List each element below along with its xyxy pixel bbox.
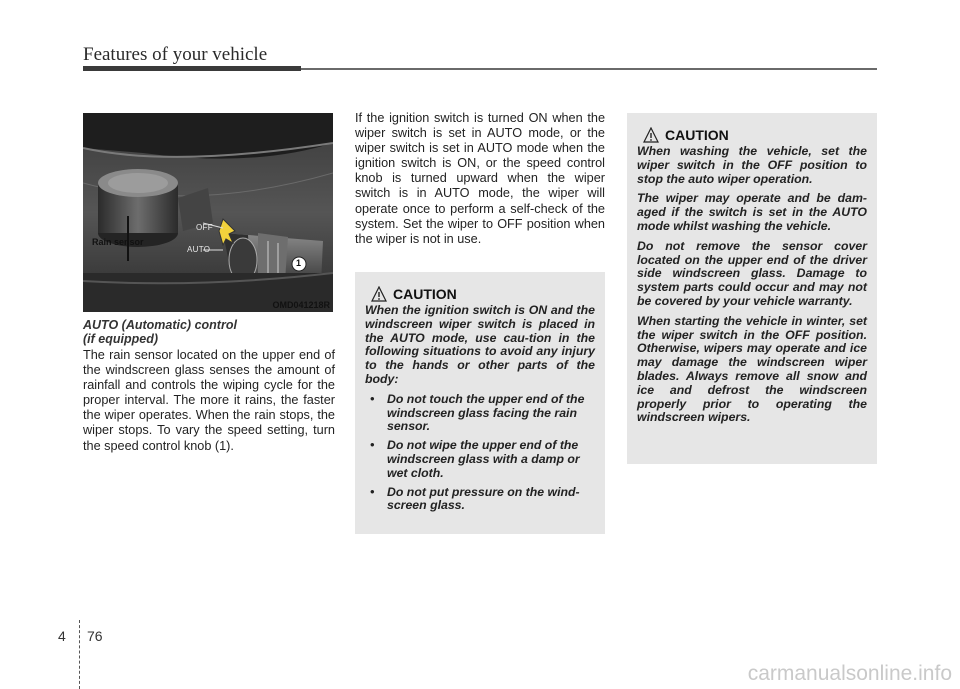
section-subheading: [83, 318, 335, 346]
middle-body-text: If the ignition switch is turned ON when the wiper switch is set in AUTO mode, or the wiper switch is set in AUTO mode when the ignition switch is ON, or the speed control knob is turned upward when the wiper switch is in AUTO mode, the wiper will operate once to perform a self-check of the system. Set the wiper to OFF position when the wiper is not in use.: [355, 111, 605, 246]
page-header-title: Features of your vehicle: [83, 44, 268, 65]
figure-code: OMD041218R: [272, 300, 330, 310]
caution-title: CAUTION: [665, 127, 729, 143]
caution-bullet: [365, 393, 595, 434]
caution-heading: [637, 121, 867, 143]
caution-bullet: [365, 439, 595, 480]
rain-sensor-figure: [83, 113, 333, 312]
bullet-dot: •: [370, 484, 375, 499]
caution-bullet-text: Do not touch the upper end of the windscreen glass facing the rain sensor.: [387, 391, 585, 434]
page-number: 76: [87, 628, 103, 644]
caution-paragraph: The wiper may operate and be dam-aged if the switch is set in the AUTO mode whilst washing the vehicle.: [637, 191, 867, 233]
off-label: OFF: [196, 223, 213, 232]
auto-label: AUTO: [187, 245, 211, 254]
caution-heading: [365, 280, 595, 302]
watermark: carmanualsonline.info: [747, 662, 952, 685]
warning-triangle-icon: [371, 286, 387, 302]
bullet-dot: •: [370, 438, 375, 453]
bullet-dot: •: [370, 391, 375, 406]
caution-paragraph: Do not remove the sensor cover located on the upper end of the driver side windscreen glass. Damage to system parts could occur and may not be covered by your vehicle warranty.: [637, 238, 867, 308]
subheading-line-1: AUTO (Automatic) control: [83, 318, 237, 332]
header-rule-thin: [301, 68, 877, 70]
caution-box-middle: [355, 272, 605, 534]
left-body-text: The rain sensor located on the upper end of the windscreen glass senses the amount of rainfall and controls the wiping cycle for the proper interval. The more it rains, the faster the wiper operates. When the rain stops, the wiper stops. To vary the speed setting, turn the speed control knob (1).: [83, 348, 335, 453]
caution-paragraph: When starting the vehicle in winter, set the wiper switch in the OFF position. Otherwise, wipers may operate and ice may damage the windscreen wiper blades. Always remove all snow and ice and defrost the windscreen properly prior to operating the windscreen wipers.: [637, 313, 867, 425]
caution-bullet: [365, 486, 595, 514]
caution-bullet-text: Do not put pressure on the wind-screen glass.: [387, 484, 580, 513]
caution-paragraph: When washing the vehicle, set the wiper switch in the OFF position to stop the auto wiper operation.: [637, 144, 867, 186]
chapter-number: 4: [58, 628, 66, 644]
caution-box-right: [627, 113, 877, 464]
subheading-line-2: (if equipped): [83, 332, 158, 346]
caution-title: CAUTION: [393, 286, 457, 302]
caution-intro: When the ignition switch is ON and the windscreen wiper switch is placed in the AUTO mode, use cau-tion in the following situations to avoid any injury to the hands or other parts of the body:: [365, 303, 595, 386]
figure-illustration: [83, 113, 333, 312]
footer-divider: [79, 620, 81, 689]
warning-triangle-icon: [643, 127, 659, 143]
callout-number: 1: [296, 258, 302, 268]
caution-bullet-text: Do not wipe the upper end of the windscreen glass with a damp or wet cloth.: [387, 438, 580, 480]
rain-sensor-label: Rain sensor: [92, 237, 144, 247]
header-rule-thick: [83, 66, 301, 71]
